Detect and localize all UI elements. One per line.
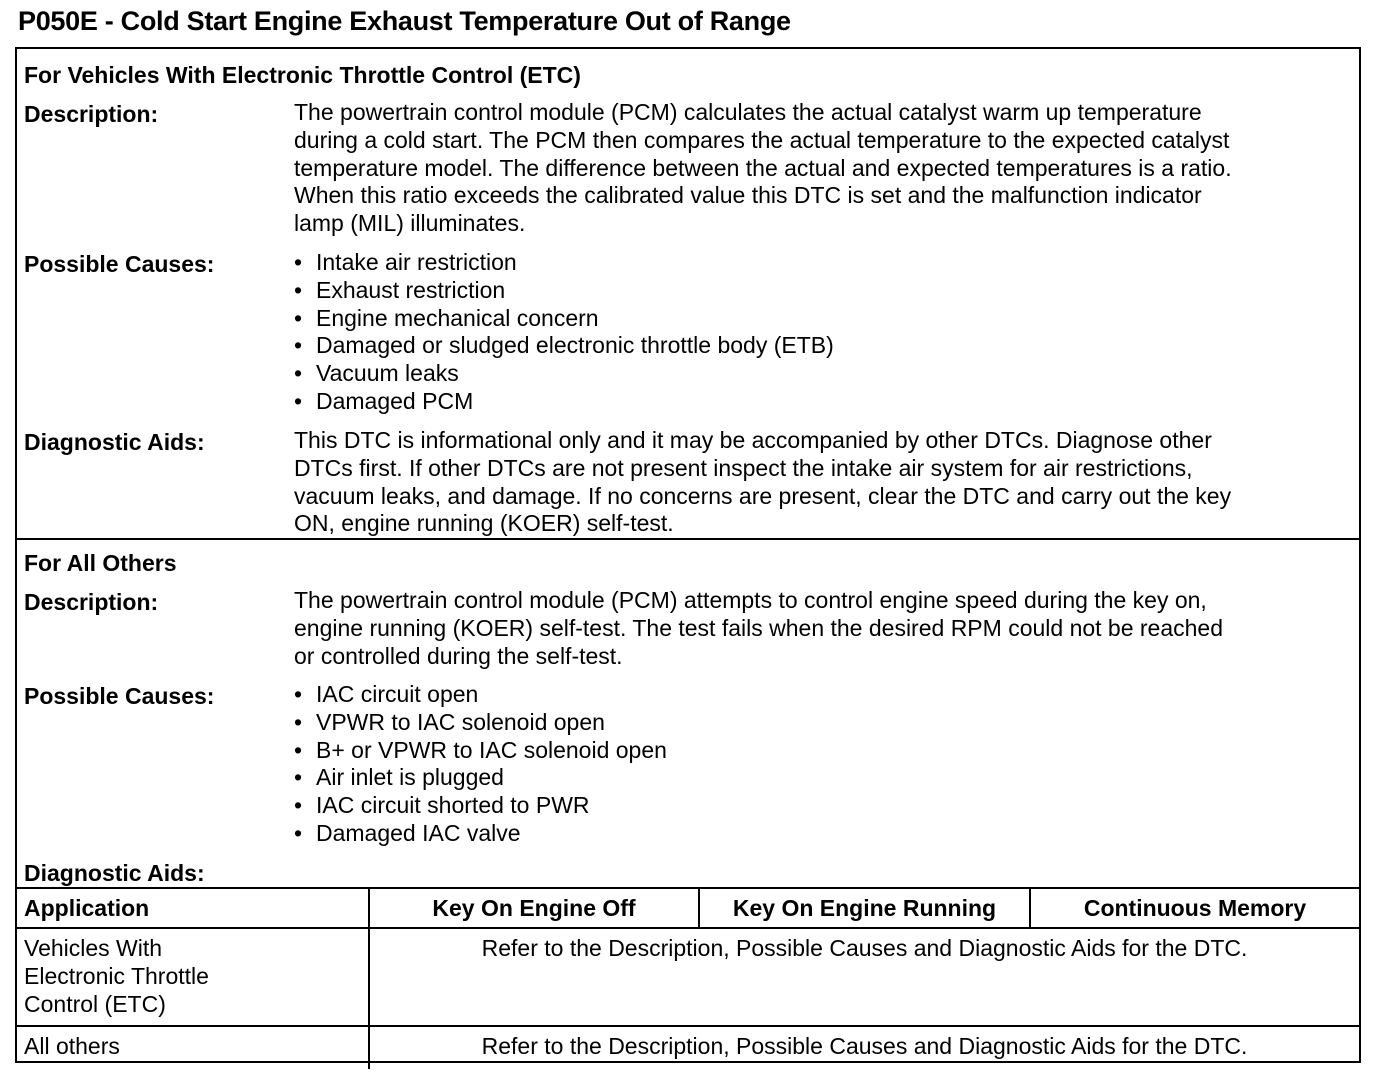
list-item xyxy=(294,764,667,792)
cause-text: Damaged IAC valve xyxy=(316,819,521,846)
bullet-icon: • xyxy=(294,360,303,387)
header-continuous-memory: Continuous Memory xyxy=(1030,888,1359,928)
cause-text: IAC circuit open xyxy=(316,681,479,707)
text-line: lamp (MIL) illuminates. xyxy=(294,210,526,237)
bullet-icon: • xyxy=(294,387,303,414)
bullet-icon: • xyxy=(294,276,303,303)
table-row xyxy=(17,928,1359,1026)
cause-text: Exhaust restriction xyxy=(316,276,506,303)
bullet-icon: • xyxy=(294,249,303,275)
possible-causes-label: Possible Causes: xyxy=(24,683,215,709)
list-item xyxy=(294,792,667,820)
cause-text: B+ or VPWR to IAC solenoid open xyxy=(316,736,667,763)
text-line: All others xyxy=(24,1033,120,1059)
cause-text: Air inlet is plugged xyxy=(316,764,504,791)
list-item xyxy=(294,681,667,709)
cause-text: Intake air restriction xyxy=(316,249,517,275)
table-header-row xyxy=(17,888,1359,928)
bullet-icon: • xyxy=(294,681,303,707)
cause-text: Vacuum leaks xyxy=(316,360,459,387)
description-text xyxy=(294,587,1354,670)
text-line: engine running (KOER) self-test. The test fails when the desired RPM could not be reached xyxy=(294,614,1224,641)
possible-causes-list xyxy=(294,681,667,848)
list-item xyxy=(294,388,834,416)
text-line: during a cold start. The PCM then compares the actual temperature to the expected catalyst xyxy=(294,126,1230,153)
page-title: P050E - Cold Start Engine Exhaust Temperature Out of Range xyxy=(18,6,791,36)
list-item xyxy=(294,249,834,277)
section-etc xyxy=(17,49,1359,540)
cause-text: VPWR to IAC solenoid open xyxy=(316,708,605,735)
bullet-icon: • xyxy=(294,819,303,846)
possible-causes-list xyxy=(294,249,834,416)
text-line: The powertrain control module (PCM) calculates the actual catalyst warm up temperature xyxy=(294,99,1202,125)
text-line: ON, engine running (KOER) self-test. xyxy=(294,510,674,537)
text-line: When this ratio exceeds the calibrated value this DTC is set and the malfunction indicator xyxy=(294,182,1202,209)
possible-causes-label: Possible Causes: xyxy=(24,251,215,277)
description-label: Description: xyxy=(24,101,159,127)
cause-text: Engine mechanical concern xyxy=(316,304,599,331)
bullet-icon: • xyxy=(294,736,303,763)
header-key-on-engine-off: Key On Engine Off xyxy=(369,888,699,928)
application-cell xyxy=(17,1026,369,1069)
diagnostic-aids-label: Diagnostic Aids: xyxy=(24,860,205,886)
bullet-icon: • xyxy=(294,304,303,331)
bullet-icon: • xyxy=(294,792,303,819)
reference-note: Refer to the Description, Possible Causes and Diagnostic Aids for the DTC. xyxy=(369,1026,1359,1069)
bullet-icon: • xyxy=(294,332,303,359)
application-table xyxy=(17,887,1359,1069)
list-item xyxy=(294,305,834,333)
header-application: Application xyxy=(17,888,369,928)
reference-note: Refer to the Description, Possible Causes and Diagnostic Aids for the DTC. xyxy=(369,928,1359,1026)
cause-text: IAC circuit shorted to PWR xyxy=(316,792,590,819)
text-line: The powertrain control module (PCM) attempts to control engine speed during the key on, xyxy=(294,587,1207,613)
section-heading: For All Others xyxy=(24,550,177,576)
list-item xyxy=(294,277,834,305)
section-all-others xyxy=(17,540,1359,889)
text-line: This DTC is informational only and it may be accompanied by other DTCs. Diagnose other xyxy=(294,427,1212,453)
text-line: Control (ETC) xyxy=(24,990,166,1017)
cause-text: Damaged or sludged electronic throttle body (ETB) xyxy=(316,332,834,359)
list-item xyxy=(294,332,834,360)
table-row xyxy=(17,1026,1359,1069)
section-heading: For Vehicles With Electronic Throttle Control (ETC) xyxy=(24,62,581,88)
bullet-icon: • xyxy=(294,708,303,735)
list-item xyxy=(294,737,667,765)
list-item xyxy=(294,709,667,737)
diagnostic-aids-text xyxy=(294,427,1354,538)
list-item xyxy=(294,360,834,388)
diagnostic-aids-label: Diagnostic Aids: xyxy=(24,429,205,455)
text-line: Vehicles With xyxy=(24,935,163,961)
bullet-icon: • xyxy=(294,764,303,791)
text-line: Electronic Throttle xyxy=(24,962,209,989)
text-line: or controlled during the self-test. xyxy=(294,642,623,669)
text-line: vacuum leaks, and damage. If no concerns are present, clear the DTC and carry out the key xyxy=(294,482,1232,509)
text-line: DTCs first. If other DTCs are not present inspect the intake air system for air restrictions, xyxy=(294,454,1193,481)
header-key-on-engine-running: Key On Engine Running xyxy=(699,888,1030,928)
cause-text: Damaged PCM xyxy=(316,387,474,414)
description-label: Description: xyxy=(24,589,159,615)
description-text xyxy=(294,99,1354,238)
dtc-frame xyxy=(15,47,1361,1063)
list-item xyxy=(294,820,667,848)
application-cell xyxy=(17,928,369,1026)
text-line: temperature model. The difference between the actual and expected temperatures is a ratio. xyxy=(294,154,1232,181)
